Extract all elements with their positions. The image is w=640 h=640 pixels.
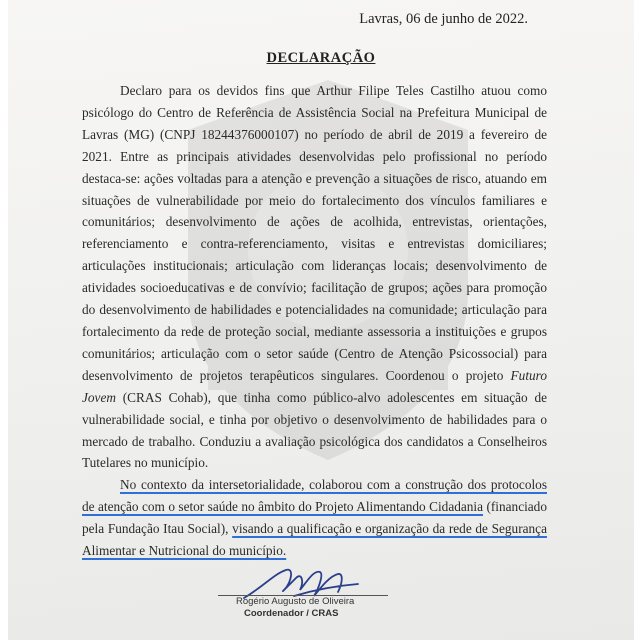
- project-name: Futuro Jovem: [82, 367, 547, 405]
- document-title: DECLARAÇÃO: [266, 50, 376, 66]
- paragraph-2-text-a: No contexto da intersetorialidade, colaborou com a construção dos protocolos de atenção com o setor saúde no âmbito do Projeto Alimentando Cidadania: [82, 477, 547, 515]
- paragraph-2: [82, 474, 547, 562]
- paragraph-2-text-c: visando a qualificação e organização da rede de Segurança Alimentar e Nutricional do município.: [82, 521, 547, 559]
- signatory-role: Coordenador / CRAS: [244, 608, 339, 619]
- paragraph-1-text-b: (CRAS Cohab), que tinha como público-alvo adolescentes em situação de vulnerabilidade social, e tinha por objetivo o desenvolvimento de habilidades para o mercado de trabalho. Conduziu a avaliação psicológica dos candidatos a Conselheiros Tutelares no município.: [82, 389, 547, 471]
- signatory-name: Rogério Augusto de Oliveira: [236, 596, 355, 607]
- document-page: [8, 0, 634, 640]
- document-date: Lavras, 06 de junho de 2022.: [359, 11, 528, 27]
- document-body: [82, 80, 547, 562]
- paragraph-1: [82, 80, 547, 474]
- paragraph-1-text-a: Declaro para os devidos fins que Arthur Filipe Teles Castilho atuou como psicólogo do Centro de Referência de Assistência Social na Prefeitura Municipal de Lavras (MG) (CNPJ 18244376000107) no período de abril de 2019 a fevereiro de 2021. Entre as principais atividades desenvolvidas pelo profissional no período destaca-se: ações voltadas para a atenção e prevenção a situações de risco, atuando em situações de vulnerabilidade por meio do fortalecimento dos vínculos familiares e comunitários; desenvolvimento de ações de acolhida, entrevistas, orientações, referenciamento e contra-referenciamento, visitas e entrevistas domiciliares; articulações institucionais; articulação com lideranças locais; desenvolvimento de atividades socioeducativas e de convívio; facilitação de grupos; ações para promoção do desenvolvimento de habilidades e potencialidades na comunidade; articulação para fortalecimento da rede de proteção social, mediante assessoria a instituições e grupos comunitários; articulação com o setor saúde (Centro de Atenção Psicossocial) para desenvolvimento de projetos terapêuticos singulares. Coordenou o projeto: [82, 83, 547, 383]
- paragraph-2-text-b: (financiado pela Fundação Itau Social),: [82, 499, 547, 537]
